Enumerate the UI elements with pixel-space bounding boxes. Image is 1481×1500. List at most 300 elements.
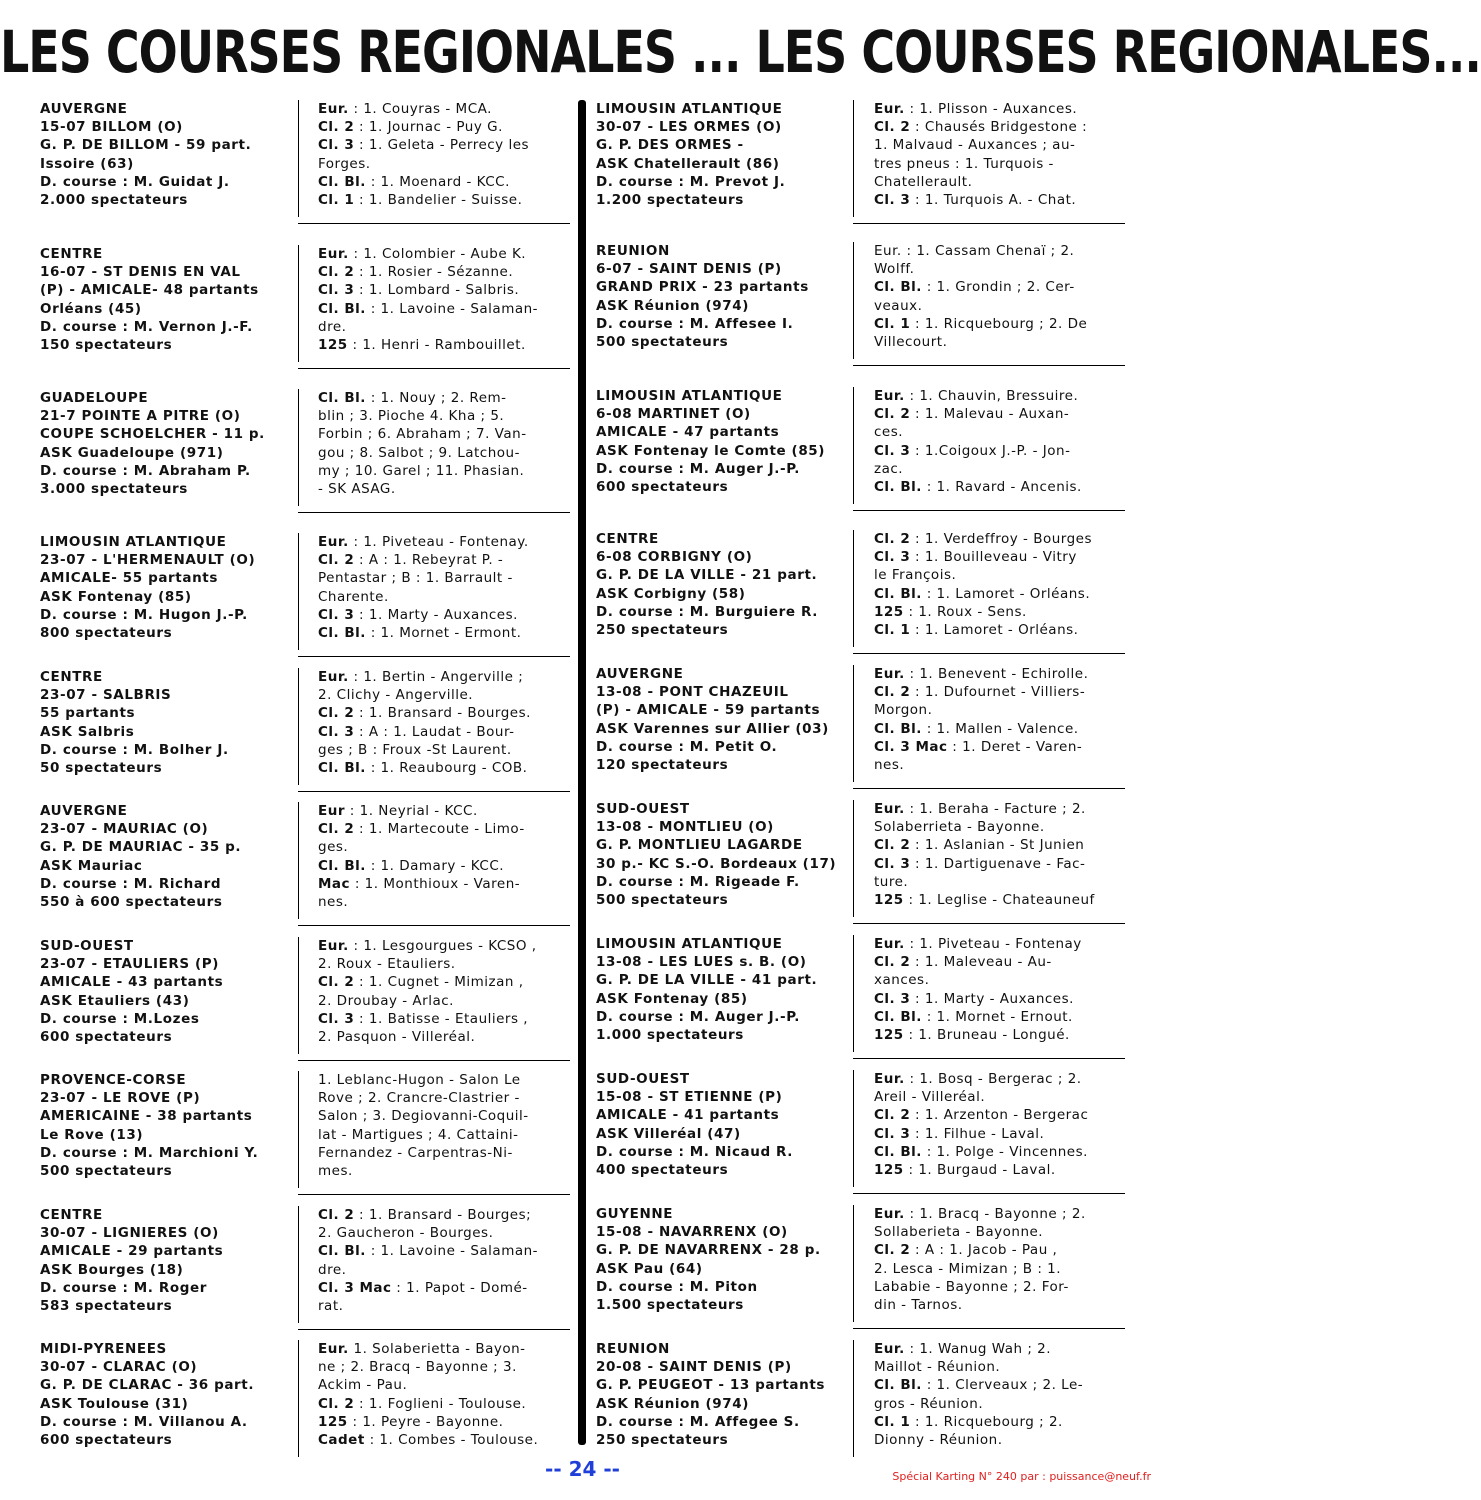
- race-info-line: D. course : M. Nicaud R.: [596, 1143, 794, 1160]
- horizontal-rule: [298, 791, 570, 792]
- result-line: Cl. Bl. : 1. Clerveaux ; 2. Le-: [874, 1377, 1084, 1394]
- vertical-rule: [853, 800, 854, 917]
- result-line: 125 : 1. Henri - Rambouillet.: [318, 336, 526, 353]
- race-info-line: 23-07 - ETAULIERS (P): [40, 956, 220, 973]
- race-info-line: AMICALE - 29 partants: [40, 1243, 224, 1260]
- race-info: [596, 530, 851, 639]
- result-line: Cl. 3 : A : 1. Laudat - Bour-: [318, 723, 515, 740]
- race-info-line: 600 spectateurs: [40, 1431, 173, 1448]
- race-info-line: ASK Bourges (18): [40, 1261, 184, 1278]
- result-line: ture.: [874, 873, 909, 890]
- horizontal-rule: [298, 223, 570, 224]
- race-info-line: ASK Salbris: [40, 723, 135, 740]
- race-results: [874, 935, 1126, 1044]
- race-results: [318, 1071, 570, 1180]
- result-line: Cl. 2 : 1. Dufournet - Villiers-: [874, 684, 1086, 701]
- result-line: din - Tarnos.: [874, 1296, 963, 1313]
- race-info-line: 150 spectateurs: [40, 336, 173, 353]
- race-info-line: 6-07 - SAINT DENIS (P): [596, 261, 782, 278]
- race-info-line: 55 partants: [40, 705, 136, 722]
- result-line: Cl. 2 : 1. Arzenton - Bergerac: [874, 1107, 1089, 1124]
- race-info-line: D. course : M.Lozes: [40, 1010, 200, 1027]
- race-info-line: D. course : M. Piton: [596, 1278, 758, 1295]
- race-info-line: 50 spectateurs: [40, 759, 163, 776]
- race-info-line: 23-07 - MAURIAC (O): [40, 821, 209, 838]
- race-info-line: D. course : M. Villanou A.: [40, 1413, 248, 1430]
- vertical-rule: [853, 1340, 854, 1457]
- horizontal-rule: [853, 1193, 1125, 1194]
- result-line: Eur. : 1. Bracq - Bayonne ; 2.: [874, 1206, 1086, 1222]
- race-info-line: MIDI-PYRENEES: [40, 1341, 167, 1357]
- horizontal-rule: [298, 512, 570, 513]
- result-line: Cl. 3 : 1.Coigoux J.-P. - Jon-: [874, 442, 1071, 459]
- race-info-line: 1.500 spectateurs: [596, 1296, 744, 1313]
- race-info-line: D. course : M. Vernon J.-F.: [40, 318, 253, 335]
- race-info-line: G. P. DE LA VILLE - 41 part.: [596, 972, 818, 989]
- race-info-line: AUVERGNE: [596, 666, 684, 682]
- result-line: Cl. Bl. : 1. Moenard - KCC.: [318, 173, 510, 190]
- race-info-line: D. course : M. Auger J.-P.: [596, 1008, 800, 1025]
- horizontal-rule: [853, 365, 1125, 366]
- horizontal-rule: [298, 1329, 570, 1330]
- result-line: Eur. : 1. Lesgourgues - KCSO ,: [318, 938, 537, 954]
- result-line: Fernandez - Carpentras-Ni-: [318, 1144, 513, 1161]
- race-info-line: GRAND PRIX - 23 partants: [596, 279, 809, 296]
- result-line: 125 : 1. Leglise - Chateauneuf: [874, 891, 1095, 908]
- result-line: Dionny - Réunion.: [874, 1431, 1003, 1448]
- result-line: 2. Droubay - Arlac.: [318, 992, 454, 1009]
- race-results: [318, 1340, 570, 1449]
- vertical-rule: [298, 245, 299, 362]
- race-info-line: 13-08 - LES LUES s. B. (O): [596, 954, 807, 971]
- race-info-line: REUNION: [596, 243, 670, 259]
- result-line: Rove ; 2. Crancre-Clastrier -: [318, 1090, 520, 1107]
- race-info-line: 15-08 - NAVARRENX (O): [596, 1224, 788, 1241]
- result-line: Cl. 3 : 1. Batisse - Etauliers ,: [318, 1010, 529, 1027]
- result-line: Mac : 1. Monthioux - Varen-: [318, 875, 521, 892]
- vertical-rule: [853, 665, 854, 782]
- race-info-line: 400 spectateurs: [596, 1161, 729, 1178]
- result-line: Cl. 3 : 1. Geleta - Perrecy les: [318, 137, 530, 154]
- horizontal-rule: [853, 510, 1125, 511]
- race-results: [318, 389, 570, 498]
- result-line: Cl. Bl. : 1. Lavoine - Salaman-: [318, 1243, 539, 1260]
- race-info-line: 6-08 MARTINET (O): [596, 406, 751, 423]
- race-info-line: LIMOUSIN ATLANTIQUE: [596, 936, 783, 952]
- race-info-line: 21-7 POINTE A PITRE (O): [40, 408, 241, 425]
- horizontal-rule: [298, 1060, 570, 1061]
- result-line: Eur. 1. Solaberietta - Bayon-: [318, 1341, 526, 1357]
- race-info-line: D. course : M. Roger: [40, 1279, 207, 1296]
- race-info-line: 800 spectateurs: [40, 624, 173, 641]
- result-line: gros - Réunion.: [874, 1395, 984, 1412]
- race-info-line: ASK Guadeloupe (971): [40, 444, 224, 461]
- result-line: 2. Gaucheron - Bourges.: [318, 1225, 494, 1242]
- horizontal-rule: [853, 788, 1125, 789]
- race-info-line: D. course : M. Hugon J.-P.: [40, 606, 248, 623]
- result-line: 2. Clichy - Angerville.: [318, 687, 474, 704]
- result-line: Eur. : 1. Plisson - Auxances.: [874, 101, 1078, 117]
- race-results: [874, 242, 1126, 351]
- race-info-line: 3.000 spectateurs: [40, 480, 188, 497]
- race-info-line: ASK Fontenay le Comte (85): [596, 442, 826, 459]
- race-results: [874, 665, 1126, 774]
- race-info: [40, 389, 295, 498]
- result-line: Cl. 1 : 1. Lamoret - Orléans.: [874, 621, 1079, 638]
- race-info: [40, 1340, 295, 1449]
- race-info-line: ASK Réunion (974): [596, 1395, 750, 1412]
- race-info-line: 6-08 CORBIGNY (O): [596, 549, 753, 566]
- race-info-line: ASK Mauriac: [40, 857, 143, 874]
- vertical-rule: [298, 1340, 299, 1457]
- result-line: Eur : 1. Neyrial - KCC.: [318, 803, 478, 819]
- race-results: [318, 668, 570, 777]
- result-line: Cl. Bl. : 1. Grondin ; 2. Cer-: [874, 279, 1075, 296]
- result-line: Cadet : 1. Combes - Toulouse.: [318, 1431, 539, 1448]
- result-line: Eur. : 1. Couyras - MCA.: [318, 101, 492, 117]
- race-info-line: ASK Pau (64): [596, 1260, 703, 1277]
- race-info-line: 30 p.- KC S.-O. Bordeaux (17): [596, 855, 837, 872]
- race-info-line: 500 spectateurs: [596, 333, 729, 350]
- result-line: Cl. 2 : 1. Bransard - Bourges;: [318, 1207, 532, 1223]
- race-info: [596, 242, 851, 351]
- race-results: [318, 937, 570, 1046]
- race-info-line: 30-07 - CLARAC (O): [40, 1359, 198, 1376]
- result-line: Cl. 3 : 1. Bouilleveau - Vitry: [874, 549, 1077, 566]
- vertical-rule: [298, 802, 299, 919]
- race-info-line: G. P. DES ORMES -: [596, 137, 744, 154]
- race-info-line: D. course : M. Abraham P.: [40, 462, 251, 479]
- race-info: [40, 100, 295, 209]
- result-line: Cl. 3 : 1. Lombard - Salbris.: [318, 282, 520, 299]
- result-line: Eur. : 1. Wanug Wah ; 2.: [874, 1341, 1052, 1357]
- vertical-rule: [853, 530, 854, 647]
- race-info-line: D. course : M. Rigeade F.: [596, 873, 800, 890]
- race-results: [874, 800, 1126, 909]
- race-info-line: D. course : M. Burguiere R.: [596, 603, 818, 620]
- result-line: Morgon.: [874, 702, 933, 719]
- result-line: Forbin ; 6. Abraham ; 7. Van-: [318, 426, 527, 443]
- result-line: Lababie - Bayonne ; 2. For-: [874, 1278, 1069, 1295]
- race-info: [40, 668, 295, 777]
- race-info-line: ASK Fontenay (85): [596, 990, 748, 1007]
- result-line: 125 : 1. Peyre - Bayonne.: [318, 1413, 504, 1430]
- result-line: Cl. 2 : A : 1. Jacob - Pau ,: [874, 1242, 1058, 1259]
- race-info-line: 23-07 - L'HERMENAULT (O): [40, 552, 256, 569]
- vertical-rule: [853, 387, 854, 504]
- race-info-line: 250 spectateurs: [596, 621, 729, 638]
- result-line: my ; 10. Garel ; 11. Phasian.: [318, 462, 525, 479]
- result-line: 1. Leblanc-Hugon - Salon Le: [318, 1072, 521, 1088]
- race-info-line: G. P. DE BILLOM - 59 part.: [40, 137, 252, 154]
- result-line: xances.: [874, 972, 930, 989]
- result-line: Solaberrieta - Bayonne.: [874, 819, 1045, 836]
- race-info-line: AMICALE- 55 partants: [40, 570, 218, 587]
- result-line: gou ; 8. Salbot ; 9. Latchou-: [318, 444, 520, 461]
- vertical-rule: [298, 1071, 299, 1188]
- race-info: [596, 1070, 851, 1179]
- race-info-line: 550 à 600 spectateurs: [40, 893, 223, 910]
- race-info-line: 583 spectateurs: [40, 1297, 173, 1314]
- result-line: Cl. 2 : A : 1. Rebeyrat P. -: [318, 552, 504, 569]
- result-line: Cl. Bl. : 1. Lavoine - Salaman-: [318, 300, 539, 317]
- result-line: ces.: [874, 424, 904, 441]
- horizontal-rule: [853, 923, 1125, 924]
- footer-credit: Spécial Karting N° 240 par : puissance@neuf.fr: [892, 1470, 1151, 1483]
- result-line: Areil - Villeréal.: [874, 1089, 986, 1106]
- race-results: [318, 100, 570, 209]
- result-line: 125 : 1. Roux - Sens.: [874, 603, 1027, 620]
- result-line: Cl. 2 : 1. Malevau - Auxan-: [874, 406, 1070, 423]
- result-line: Cl. 3 Mac : 1. Deret - Varen-: [874, 738, 1083, 755]
- race-info-line: (P) - AMICALE - 59 partants: [596, 702, 821, 719]
- race-info-line: 120 spectateurs: [596, 756, 729, 773]
- race-info-line: D. course : M. Bolher J.: [40, 741, 229, 758]
- race-info-line: 500 spectateurs: [596, 891, 729, 908]
- race-info-line: 23-07 - SALBRIS: [40, 687, 172, 704]
- race-info: [40, 533, 295, 642]
- result-line: ges.: [318, 839, 349, 856]
- result-line: Chatellerault.: [874, 173, 973, 190]
- result-line: Cl. 1 : 1. Ricquebourg ; 2. De: [874, 315, 1088, 332]
- race-info-line: PROVENCE-CORSE: [40, 1072, 187, 1088]
- race-info-line: D. course : M. Guidat J.: [40, 173, 230, 190]
- vertical-rule: [298, 668, 299, 785]
- column-divider: [578, 100, 586, 1445]
- result-line: nes.: [874, 756, 905, 773]
- result-line: Cl. Bl. : 1. Lamoret - Orléans.: [874, 585, 1091, 602]
- race-info-line: Le Rove (13): [40, 1126, 144, 1143]
- result-line: Sollaberieta - Bayonne.: [874, 1224, 1044, 1241]
- race-info: [596, 800, 851, 909]
- result-line: Eur. : 1. Cassam Chenaï ; 2.: [874, 243, 1075, 259]
- race-info-line: 30-07 - LES ORMES (O): [596, 119, 782, 136]
- result-line: lat - Martigues ; 4. Cattaini-: [318, 1126, 519, 1143]
- race-results: [874, 100, 1126, 209]
- result-line: Eur. : 1. Benevent - Echirolle.: [874, 666, 1089, 682]
- result-line: ne ; 2. Bracq - Bayonne ; 3.: [318, 1359, 517, 1376]
- result-line: Cl. Bl. : 1. Mornet - Ermont.: [318, 624, 522, 641]
- page-number: -- 24 --: [545, 1457, 620, 1481]
- result-line: 125 : 1. Bruneau - Longué.: [874, 1026, 1070, 1043]
- race-info-line: LIMOUSIN ATLANTIQUE: [596, 101, 783, 117]
- result-line: tres pneus : 1. Turquois -: [874, 155, 1054, 172]
- result-line: Cl. Bl. : 1. Reaubourg - COB.: [318, 759, 528, 776]
- result-line: Cl. 2 : Chausés Bridgestone :: [874, 119, 1088, 136]
- race-info: [596, 387, 851, 496]
- race-info: [596, 935, 851, 1044]
- result-line: ges ; B : Froux -St Laurent.: [318, 741, 512, 758]
- race-info-line: D. course : M. Petit O.: [596, 738, 778, 755]
- race-info-line: D. course : M. Auger J.-P.: [596, 460, 800, 477]
- race-info-line: D. course : M. Prevot J.: [596, 173, 786, 190]
- race-results: [874, 387, 1126, 496]
- race-info-line: Issoire (63): [40, 155, 134, 172]
- result-line: Cl. 1 : 1. Bandelier - Suisse.: [318, 191, 523, 208]
- horizontal-rule: [298, 1194, 570, 1195]
- race-info-line: G. P. DE NAVARRENX - 28 p.: [596, 1242, 821, 1259]
- race-results: [318, 802, 570, 911]
- race-info-line: AMICALE - 43 partants: [40, 974, 224, 991]
- race-info-line: ASK Varennes sur Allier (03): [596, 720, 829, 737]
- race-info: [40, 1206, 295, 1315]
- horizontal-rule: [298, 368, 570, 369]
- result-line: Cl. Bl. : 1. Mallen - Valence.: [874, 720, 1079, 737]
- race-info-line: Orléans (45): [40, 300, 142, 317]
- vertical-rule: [298, 533, 299, 650]
- result-line: Charente.: [318, 588, 389, 605]
- horizontal-rule: [853, 1328, 1125, 1329]
- race-info: [596, 1340, 851, 1449]
- race-info-line: LIMOUSIN ATLANTIQUE: [596, 388, 783, 404]
- race-info-line: AMICALE - 41 partants: [596, 1107, 780, 1124]
- result-line: Cl. 1 : 1. Ricquebourg ; 2.: [874, 1413, 1063, 1430]
- race-info-line: SUD-OUEST: [596, 1071, 690, 1087]
- result-line: 2. Roux - Etauliers.: [318, 956, 456, 973]
- race-info: [40, 1071, 295, 1180]
- result-line: Cl. 2 : 1. Aslanian - St Junien: [874, 837, 1085, 854]
- race-info: [596, 100, 851, 209]
- result-line: Salon ; 3. Degiovanni-Coquil-: [318, 1108, 529, 1125]
- horizontal-rule: [853, 223, 1125, 224]
- headline: LES COURSES REGIONALES ... LES COURSES REGIONALES...: [0, 18, 1481, 86]
- race-info-line: 20-08 - SAINT DENIS (P): [596, 1359, 792, 1376]
- result-line: Cl. Bl. : 1. Polge - Vincennes.: [874, 1143, 1088, 1160]
- race-info-line: (P) - AMICALE- 48 partants: [40, 282, 259, 299]
- race-info-line: G. P. DE LA VILLE - 21 part.: [596, 567, 818, 584]
- race-results: [874, 1070, 1126, 1179]
- race-info-line: AUVERGNE: [40, 803, 128, 819]
- result-line: Cl. 2 : 1. Bransard - Bourges.: [318, 705, 531, 722]
- race-info-line: 15-08 - ST ETIENNE (P): [596, 1089, 783, 1106]
- result-line: Cl. 2 : 1. Maleveau - Au-: [874, 954, 1052, 971]
- vertical-rule: [298, 1206, 299, 1323]
- race-info-line: 500 spectateurs: [40, 1162, 173, 1179]
- race-info-line: ASK Chatellerault (86): [596, 155, 780, 172]
- result-line: - SK ASAG.: [318, 480, 396, 497]
- horizontal-rule: [298, 925, 570, 926]
- race-info-line: GUYENNE: [596, 1206, 674, 1222]
- result-line: Cl. 2 : 1. Journac - Puy G.: [318, 119, 503, 136]
- race-info-line: 250 spectateurs: [596, 1431, 729, 1448]
- result-line: Cl. 3 : 1. Marty - Auxances.: [318, 606, 518, 623]
- result-line: blin ; 3. Pioche 4. Kha ; 5.: [318, 408, 505, 425]
- result-line: Eur. : 1. Bosq - Bergerac ; 2.: [874, 1071, 1082, 1087]
- race-info-line: ASK Toulouse (31): [40, 1395, 189, 1412]
- result-line: dre.: [318, 1261, 347, 1278]
- race-info: [596, 665, 851, 774]
- result-line: Cl. Bl. : 1. Ravard - Ancenis.: [874, 478, 1082, 495]
- race-results: [318, 1206, 570, 1315]
- result-line: Villecourt.: [874, 333, 948, 350]
- result-line: Cl. 3 : 1. Marty - Auxances.: [874, 990, 1074, 1007]
- race-results: [318, 533, 570, 642]
- result-line: 125 : 1. Burgaud - Laval.: [874, 1161, 1056, 1178]
- vertical-rule: [298, 937, 299, 1054]
- race-info-line: CENTRE: [596, 531, 659, 547]
- result-line: Wolff.: [874, 261, 915, 278]
- race-info-line: CENTRE: [40, 246, 103, 262]
- race-info-line: ASK Etauliers (43): [40, 992, 190, 1009]
- result-line: Cl. 2 : 1. Verdeffroy - Bourges: [874, 531, 1093, 547]
- race-info-line: AMERICAINE - 38 partants: [40, 1108, 253, 1125]
- result-line: rat.: [318, 1297, 344, 1314]
- result-line: Ackim - Pau.: [318, 1377, 408, 1394]
- race-info-line: CENTRE: [40, 669, 103, 685]
- result-line: dre.: [318, 318, 347, 335]
- race-info-line: 1.000 spectateurs: [596, 1026, 744, 1043]
- race-info-line: LIMOUSIN ATLANTIQUE: [40, 534, 227, 550]
- result-line: Forges.: [318, 155, 371, 172]
- result-line: 1. Malvaud - Auxances ; au-: [874, 137, 1076, 154]
- vertical-rule: [298, 100, 299, 217]
- race-results: [874, 1340, 1126, 1449]
- race-info-line: 2.000 spectateurs: [40, 191, 188, 208]
- race-info-line: D. course : M. Affegee S.: [596, 1413, 800, 1430]
- race-results: [318, 245, 570, 354]
- race-info-line: 600 spectateurs: [40, 1028, 173, 1045]
- race-info-line: G. P. PEUGEOT - 13 partants: [596, 1377, 826, 1394]
- result-line: Cl. Bl. : 1. Mornet - Ernout.: [874, 1008, 1073, 1025]
- result-line: Cl. 3 : 1. Filhue - Laval.: [874, 1125, 1045, 1142]
- race-info-line: 16-07 - ST DENIS EN VAL: [40, 264, 241, 281]
- race-info-line: D. course : M. Richard: [40, 875, 222, 892]
- result-line: Cl. 2 : 1. Rosier - Sézanne.: [318, 264, 514, 281]
- result-line: 2. Pasquon - Villeréal.: [318, 1028, 476, 1045]
- result-line: Pentastar ; B : 1. Barrault -: [318, 570, 513, 587]
- race-info-line: ASK Villeréal (47): [596, 1125, 741, 1142]
- race-results: [874, 530, 1126, 639]
- race-info-line: REUNION: [596, 1341, 670, 1357]
- result-line: Cl. Bl. : 1. Nouy ; 2. Rem-: [318, 390, 507, 406]
- vertical-rule: [853, 935, 854, 1052]
- horizontal-rule: [298, 656, 570, 657]
- race-info-line: D. course : M. Marchioni Y.: [40, 1144, 259, 1161]
- race-info: [40, 802, 295, 911]
- race-info-line: GUADELOUPE: [40, 390, 149, 406]
- race-info: [596, 1205, 851, 1314]
- result-line: zac.: [874, 460, 904, 477]
- race-info-line: 13-08 - PONT CHAZEUIL: [596, 684, 789, 701]
- result-line: Eur. : 1. Bertin - Angerville ;: [318, 669, 524, 685]
- horizontal-rule: [853, 653, 1125, 654]
- race-info-line: ASK Réunion (974): [596, 297, 750, 314]
- race-info-line: ASK Fontenay (85): [40, 588, 192, 605]
- result-line: le François.: [874, 567, 957, 584]
- result-line: 2. Lesca - Mimizan ; B : 1.: [874, 1260, 1062, 1277]
- race-info-line: 13-08 - MONTLIEU (O): [596, 819, 774, 836]
- race-info-line: 30-07 - LIGNIERES (O): [40, 1225, 219, 1242]
- race-info-line: SUD-OUEST: [40, 938, 134, 954]
- result-line: Cl. Bl. : 1. Damary - KCC.: [318, 857, 505, 874]
- result-line: Eur. : 1. Piveteau - Fontenay.: [318, 534, 529, 550]
- horizontal-rule: [853, 1058, 1125, 1059]
- race-results: [874, 1205, 1126, 1314]
- race-info-line: CENTRE: [40, 1207, 103, 1223]
- result-line: mes.: [318, 1162, 353, 1179]
- race-info: [40, 937, 295, 1046]
- vertical-rule: [298, 389, 299, 506]
- race-info-line: G. P. DE CLARAC - 36 part.: [40, 1377, 255, 1394]
- race-info-line: 23-07 - LE ROVE (P): [40, 1090, 201, 1107]
- result-line: Cl. 2 : 1. Foglieni - Toulouse.: [318, 1395, 527, 1412]
- race-info: [40, 245, 295, 354]
- result-line: Eur. : 1. Beraha - Facture ; 2.: [874, 801, 1086, 817]
- result-line: Eur. : 1. Piveteau - Fontenay: [874, 936, 1082, 952]
- race-info-line: 15-07 BILLOM (O): [40, 119, 183, 136]
- race-info-line: SUD-OUEST: [596, 801, 690, 817]
- result-line: Eur. : 1. Colombier - Aube K.: [318, 246, 527, 262]
